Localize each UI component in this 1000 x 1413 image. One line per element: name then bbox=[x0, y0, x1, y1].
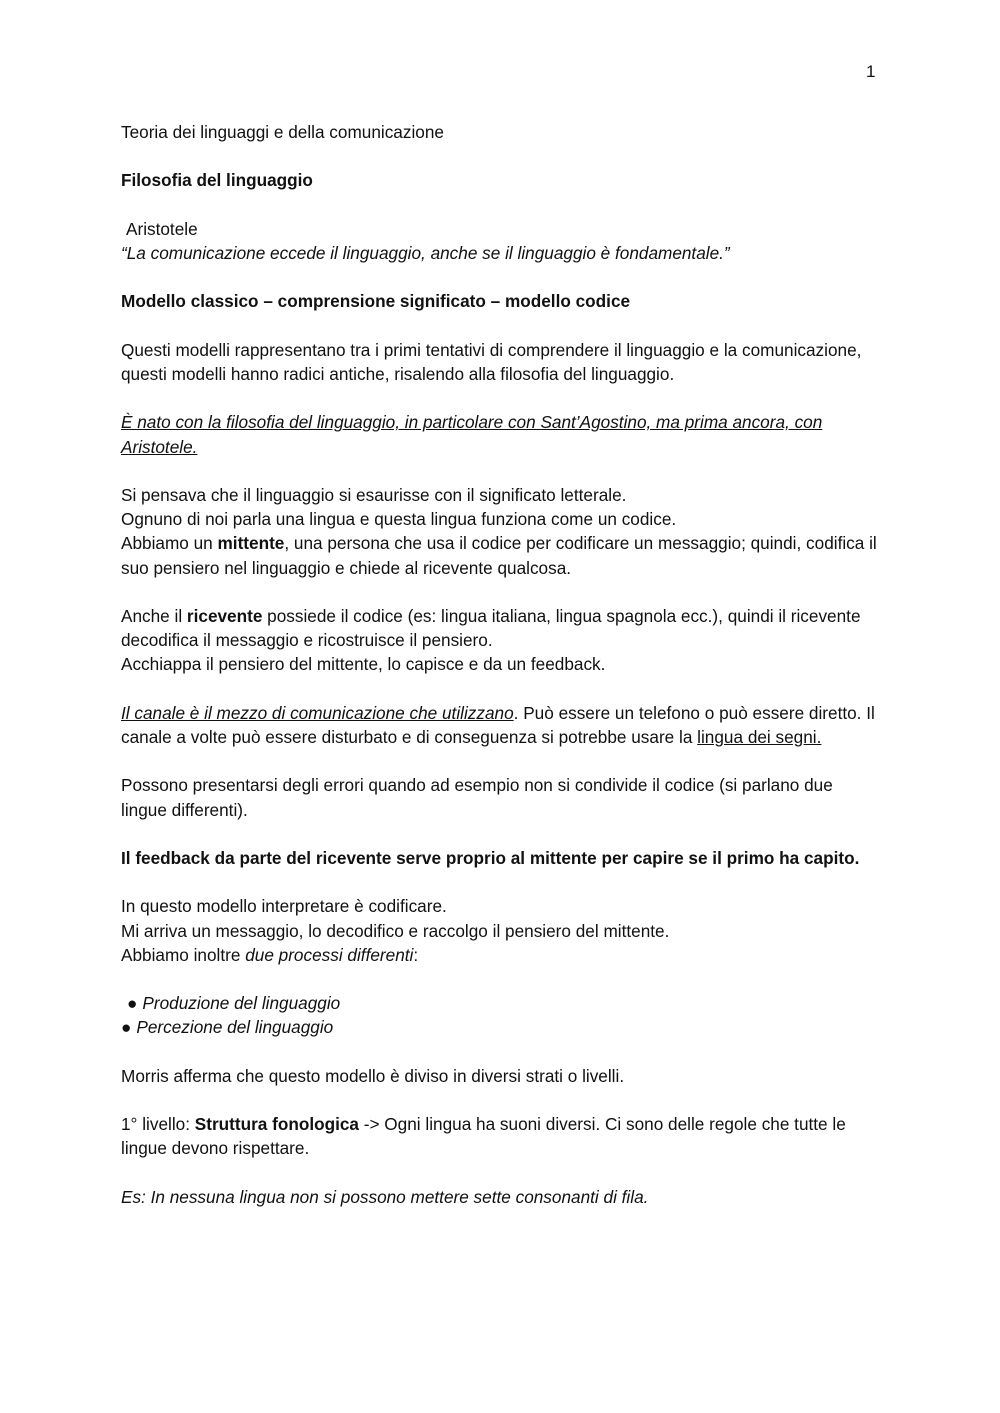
model-heading: Modello classico – comprensione significato – modello codice bbox=[121, 291, 631, 312]
course-title: Teoria dei linguaggi e della comunicazione bbox=[121, 122, 444, 142]
level1-a: 1° livello: bbox=[121, 1114, 195, 1135]
interpret-line-1: In questo modello interpretare è codificare. bbox=[121, 896, 447, 917]
document-body bbox=[121, 120, 881, 1233]
list-item-text: Produzione del linguaggio bbox=[142, 993, 341, 1014]
quote: “La comunicazione eccede il linguaggio, anche se il linguaggio è fondamentale.” bbox=[121, 242, 730, 263]
receiver-a: Anche il bbox=[121, 605, 187, 626]
paragraph-example: Es: In nessuna lingua non si possono mettere sette consonanti di fila. bbox=[121, 1186, 649, 1207]
list-item bbox=[121, 1015, 881, 1039]
process-list bbox=[121, 991, 881, 1039]
section-heading: Filosofia del linguaggio bbox=[121, 170, 313, 191]
code-line-1: Si pensava che il linguaggio si esaurisse con il significato letterale. bbox=[121, 484, 627, 505]
code-line-3a: Abbiamo un bbox=[121, 533, 218, 554]
code-line-3b: , una persona che usa il codice per codificare un messaggio; quindi, codifica il suo pensiero nel linguaggio e chiede al ricevente qualcosa. bbox=[121, 533, 877, 578]
term-mittente: mittente bbox=[217, 533, 285, 554]
interpret-line-3a: Abbiamo inoltre bbox=[121, 944, 246, 965]
paragraph-receiver bbox=[121, 604, 881, 677]
interpret-line-3b: : bbox=[413, 944, 419, 965]
paragraph-morris: Morris afferma che questo modello è diviso in diversi strati o livelli. bbox=[121, 1065, 625, 1086]
list-item bbox=[121, 991, 881, 1015]
term-struttura-fonologica: Struttura fonologica bbox=[194, 1114, 359, 1135]
channel-rest: . Può essere un telefono o può essere diretto. Il canale a volte può essere disturbato e di conseguenza si potrebbe usare la bbox=[121, 702, 875, 747]
paragraph-origin: È nato con la filosofia del linguaggio, in particolare con Sant’Agostino, ma prima ancora, con Aristotele. bbox=[121, 412, 823, 457]
receiver-line-2: Acchiappa il pensiero del mittente, lo capisce e da un feedback. bbox=[121, 654, 606, 675]
author-label: Aristotele bbox=[126, 218, 198, 239]
paragraph-channel bbox=[121, 701, 881, 749]
paragraph-interpret bbox=[121, 894, 881, 967]
code-line-2: Ognuno di noi parla una lingua e questa lingua funziona come un codice. bbox=[121, 509, 677, 530]
interpret-processes: due processi differenti bbox=[245, 944, 414, 965]
interpret-line-2: Mi arriva un messaggio, lo decodifico e raccolgo il pensiero del mittente. bbox=[121, 920, 670, 941]
level1-b: -> Ogni lingua ha suoni diversi. Ci sono delle regole che tutte le lingue devono rispettare. bbox=[121, 1114, 846, 1159]
paragraph-feedback: Il feedback da parte del ricevente serve proprio al mittente per capire se il primo ha capito. bbox=[121, 847, 860, 868]
bullet-icon: ● bbox=[121, 1017, 132, 1038]
paragraph-code bbox=[121, 483, 881, 580]
bullet-icon: ● bbox=[127, 993, 138, 1014]
channel-sign-language: lingua dei segni. bbox=[697, 726, 822, 747]
page-number: 1 bbox=[866, 62, 876, 81]
receiver-b: possiede il codice (es: lingua italiana, lingua spagnola ecc.), quindi il ricevente decodifica il messaggio e ricostruisce il pensiero. bbox=[121, 605, 861, 651]
paragraph-level-1 bbox=[121, 1112, 881, 1160]
term-ricevente: ricevente bbox=[186, 605, 263, 626]
list-item-text: Percezione del linguaggio bbox=[136, 1017, 334, 1038]
paragraph-errors: Possono presentarsi degli errori quando ad esempio non si condivide il codice (si parlano due lingue differenti). bbox=[121, 775, 833, 820]
paragraph-intro: Questi modelli rappresentano tra i primi tentativi di comprendere il linguaggio e la comunicazione, questi modelli hanno radici antiche, risalendo alla filosofia del linguaggio. bbox=[121, 339, 862, 384]
channel-definition: Il canale è il mezzo di comunicazione che utilizzano bbox=[121, 702, 514, 723]
